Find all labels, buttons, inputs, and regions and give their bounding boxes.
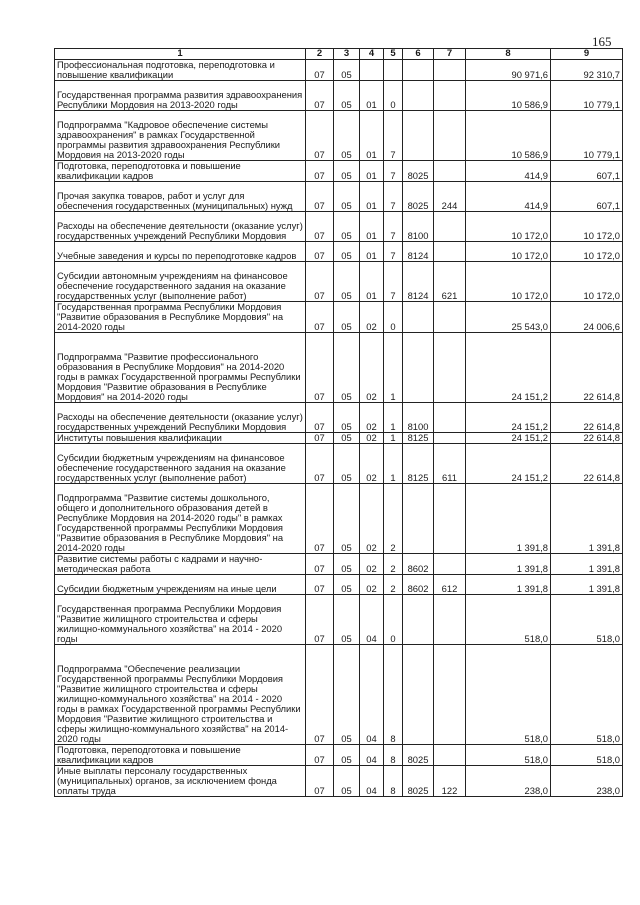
cell-col9: 518,0 [551, 595, 623, 645]
cell-col4 [360, 60, 384, 81]
header-cell: 6 [403, 49, 434, 60]
cell-col5: 2 [384, 575, 403, 595]
cell-col7 [434, 302, 466, 333]
cell-col4: 04 [360, 766, 384, 797]
cell-col9: 10 779,1 [551, 111, 623, 161]
header-cell: 9 [551, 49, 623, 60]
cell-col5: 7 [384, 242, 403, 262]
cell-col4: 02 [360, 554, 384, 575]
cell-col8: 24 151,2 [466, 403, 551, 433]
row-name: Прочая закупка товаров, работ и услуг для обеспечения государственных (муниципальных) нужд [55, 182, 306, 212]
cell-col8: 10 172,0 [466, 262, 551, 302]
cell-col9: 238,0 [551, 766, 623, 797]
cell-col7: 122 [434, 766, 466, 797]
cell-col5: 8 [384, 745, 403, 766]
cell-col5: 7 [384, 111, 403, 161]
table-row [55, 60, 623, 81]
cell-col8: 1 391,8 [466, 554, 551, 575]
cell-col3: 05 [334, 161, 360, 182]
cell-col9: 10 172,0 [551, 262, 623, 302]
cell-col9: 10 779,1 [551, 81, 623, 111]
cell-col7 [434, 745, 466, 766]
header-row [55, 49, 623, 60]
cell-col3: 05 [334, 444, 360, 484]
cell-col6 [403, 111, 434, 161]
cell-col3: 05 [334, 433, 360, 444]
table-row [55, 575, 623, 595]
cell-col6: 8125 [403, 444, 434, 484]
row-name: Подготовка, переподготовка и повышение квалификации кадров [55, 745, 306, 766]
cell-col5: 0 [384, 595, 403, 645]
row-name: Государственная программа развития здравоохранения Республики Мордовия на 2013-2020 годы [55, 81, 306, 111]
cell-col3: 05 [334, 212, 360, 242]
cell-col7 [434, 645, 466, 745]
cell-col5: 7 [384, 212, 403, 242]
cell-col3: 05 [334, 484, 360, 554]
cell-col2: 07 [306, 333, 334, 403]
row-name: Институты повышения квалификации [55, 433, 306, 444]
cell-col7: 611 [434, 444, 466, 484]
cell-col9: 24 006,6 [551, 302, 623, 333]
cell-col2: 07 [306, 484, 334, 554]
cell-col9: 22 614,8 [551, 433, 623, 444]
cell-col2: 07 [306, 745, 334, 766]
header-cell: 8 [466, 49, 551, 60]
row-name: Подготовка, переподготовка и повышение квалификации кадров [55, 161, 306, 182]
table-row [55, 81, 623, 111]
cell-col5: 7 [384, 182, 403, 212]
page-number: 165 [592, 34, 612, 49]
cell-col2: 07 [306, 212, 334, 242]
cell-col4: 02 [360, 302, 384, 333]
cell-col8: 24 151,2 [466, 444, 551, 484]
cell-col4: 04 [360, 595, 384, 645]
cell-col7 [434, 554, 466, 575]
cell-col7 [434, 333, 466, 403]
cell-col5: 8 [384, 645, 403, 745]
cell-col8: 414,9 [466, 182, 551, 212]
cell-col5: 8 [384, 766, 403, 797]
cell-col8: 414,9 [466, 161, 551, 182]
cell-col8: 518,0 [466, 745, 551, 766]
cell-col4: 01 [360, 111, 384, 161]
cell-col7 [434, 433, 466, 444]
table-row [55, 262, 623, 302]
row-name: Профессиональная подготовка, переподготовка и повышение квалификации [55, 60, 306, 81]
cell-col9: 1 391,8 [551, 575, 623, 595]
cell-col6: 8025 [403, 745, 434, 766]
cell-col6 [403, 60, 434, 81]
row-name: Подпрограмма "Кадровое обеспечение системы здравоохранения" в рамках Государственной программы развития здравоохранения Республики Мордовия на 2013-2020 годы [55, 111, 306, 161]
cell-col4: 01 [360, 81, 384, 111]
cell-col2: 07 [306, 81, 334, 111]
row-name: Расходы на обеспечение деятельности (оказание услуг) государственных учреждений Республики Мордовия [55, 212, 306, 242]
table-row [55, 111, 623, 161]
header-cell: 4 [360, 49, 384, 60]
cell-col5 [384, 60, 403, 81]
cell-col8: 1 391,8 [466, 484, 551, 554]
cell-col5: 0 [384, 81, 403, 111]
cell-col5: 1 [384, 444, 403, 484]
cell-col8: 238,0 [466, 766, 551, 797]
cell-col3: 05 [334, 745, 360, 766]
cell-col9: 607,1 [551, 182, 623, 212]
cell-col3: 05 [334, 333, 360, 403]
cell-col2: 07 [306, 403, 334, 433]
cell-col8: 10 172,0 [466, 212, 551, 242]
cell-col3: 05 [334, 81, 360, 111]
row-name: Государственная программа Республики Мордовия "Развитие образования в Республике Мордовия" на 2014-2020 годы [55, 302, 306, 333]
row-name: Подпрограмма "Развитие системы дошкольного, общего и дополнительного образования детей в Республике Мордовия на 2014-2020 годы" в рамках Государственной программы Республики Мордовия "Развитие образования в Республике Мордовия" на 2014-2020 годы [55, 484, 306, 554]
cell-col5: 1 [384, 333, 403, 403]
header-cell: 5 [384, 49, 403, 60]
cell-col6: 8100 [403, 403, 434, 433]
row-name: Подпрограмма "Развитие профессионального образования в Республике Мордовия" на 2014-2020 годы в рамках Государственной программы Республики Мордовия "Развитие образования в Республике Мордовия" на 2014-2020 годы [55, 333, 306, 403]
cell-col7 [434, 212, 466, 242]
cell-col4: 02 [360, 403, 384, 433]
cell-col9: 92 310,7 [551, 60, 623, 81]
cell-col2: 07 [306, 242, 334, 262]
cell-col5: 1 [384, 433, 403, 444]
cell-col2: 07 [306, 575, 334, 595]
table-row [55, 645, 623, 745]
cell-col2: 07 [306, 182, 334, 212]
cell-col3: 05 [334, 766, 360, 797]
cell-col5: 1 [384, 403, 403, 433]
cell-col3: 05 [334, 111, 360, 161]
cell-col2: 07 [306, 645, 334, 745]
cell-col7 [434, 111, 466, 161]
cell-col2: 07 [306, 302, 334, 333]
cell-col5: 7 [384, 262, 403, 302]
row-name: Учебные заведения и курсы по переподготовке кадров [55, 242, 306, 262]
cell-col3: 05 [334, 403, 360, 433]
cell-col4: 04 [360, 745, 384, 766]
row-name: Субсидии автономным учреждениям на финансовое обеспечение государственного задания на оказание государственных услуг (выполнение работ) [55, 262, 306, 302]
cell-col9: 1 391,8 [551, 484, 623, 554]
table-row [55, 433, 623, 444]
cell-col7 [434, 81, 466, 111]
cell-col8: 10 172,0 [466, 242, 551, 262]
cell-col6 [403, 645, 434, 745]
cell-col7 [434, 161, 466, 182]
cell-col3: 05 [334, 575, 360, 595]
cell-col6 [403, 302, 434, 333]
cell-col7: 612 [434, 575, 466, 595]
cell-col2: 07 [306, 433, 334, 444]
cell-col8: 24 151,2 [466, 433, 551, 444]
cell-col8: 1 391,8 [466, 575, 551, 595]
cell-col6: 8602 [403, 554, 434, 575]
cell-col6: 8025 [403, 161, 434, 182]
cell-col7 [434, 403, 466, 433]
header-cell: 7 [434, 49, 466, 60]
cell-col8: 10 586,9 [466, 111, 551, 161]
cell-col7 [434, 484, 466, 554]
table-row [55, 333, 623, 403]
cell-col3: 05 [334, 60, 360, 81]
cell-col5: 2 [384, 554, 403, 575]
cell-col3: 05 [334, 554, 360, 575]
row-name: Развитие системы работы с кадрами и научно-методическая работа [55, 554, 306, 575]
cell-col2: 07 [306, 111, 334, 161]
cell-col8: 24 151,2 [466, 333, 551, 403]
cell-col8: 25 543,0 [466, 302, 551, 333]
cell-col8: 518,0 [466, 645, 551, 745]
table-row [55, 766, 623, 797]
cell-col8: 90 971,6 [466, 60, 551, 81]
row-name: Иные выплаты персоналу государственных (муниципальных) органов, за исключением фонда оплаты труда [55, 766, 306, 797]
cell-col4: 02 [360, 433, 384, 444]
cell-col7: 621 [434, 262, 466, 302]
cell-col4: 01 [360, 262, 384, 302]
table-row [55, 554, 623, 575]
cell-col9: 10 172,0 [551, 242, 623, 262]
cell-col2: 07 [306, 60, 334, 81]
cell-col3: 05 [334, 182, 360, 212]
cell-col6: 8124 [403, 262, 434, 302]
cell-col4: 02 [360, 444, 384, 484]
cell-col4: 02 [360, 575, 384, 595]
cell-col2: 07 [306, 595, 334, 645]
table-row [55, 212, 623, 242]
cell-col6 [403, 333, 434, 403]
row-name: Субсидии бюджетным учреждениям на иные цели [55, 575, 306, 595]
cell-col4: 01 [360, 161, 384, 182]
cell-col6: 8124 [403, 242, 434, 262]
table-row [55, 484, 623, 554]
cell-col9: 1 391,8 [551, 554, 623, 575]
table-row [55, 161, 623, 182]
cell-col2: 07 [306, 262, 334, 302]
cell-col3: 05 [334, 242, 360, 262]
cell-col6: 8125 [403, 433, 434, 444]
cell-col6 [403, 81, 434, 111]
cell-col2: 07 [306, 554, 334, 575]
cell-col4: 02 [360, 333, 384, 403]
table-row [55, 302, 623, 333]
cell-col9: 10 172,0 [551, 212, 623, 242]
cell-col5: 2 [384, 484, 403, 554]
cell-col8: 518,0 [466, 595, 551, 645]
table-row [55, 444, 623, 484]
cell-col5: 0 [384, 302, 403, 333]
row-name: Подпрограмма "Обеспечение реализации Государственной программы Республики Мордовия "Развитие жилищного строительства и сферы жилищно-коммунального хозяйства" на 2014 - 2020 годы в рамках Государственной программы Республики Мордовия "Развитие жилищного строительства и сферы жилищно-коммунального хозяйства" на 2014-2020 годы [55, 645, 306, 745]
cell-col6: 8100 [403, 212, 434, 242]
cell-col4: 01 [360, 182, 384, 212]
cell-col8: 10 586,9 [466, 81, 551, 111]
table-row [55, 182, 623, 212]
cell-col2: 07 [306, 444, 334, 484]
cell-col6: 8025 [403, 766, 434, 797]
cell-col4: 01 [360, 242, 384, 262]
cell-col7 [434, 242, 466, 262]
row-name: Субсидии бюджетным учреждениям на финансовое обеспечение государственного задания на оказание государственных услуг (выполнение работ) [55, 444, 306, 484]
cell-col4: 01 [360, 212, 384, 242]
cell-col7: 244 [434, 182, 466, 212]
header-cell: 1 [55, 49, 306, 60]
cell-col9: 22 614,8 [551, 444, 623, 484]
table-row [55, 242, 623, 262]
cell-col4: 02 [360, 484, 384, 554]
cell-col2: 07 [306, 766, 334, 797]
cell-col7 [434, 595, 466, 645]
table-row [55, 745, 623, 766]
table-row [55, 403, 623, 433]
cell-col6: 8602 [403, 575, 434, 595]
cell-col3: 05 [334, 595, 360, 645]
cell-col3: 05 [334, 262, 360, 302]
cell-col3: 05 [334, 645, 360, 745]
header-cell: 2 [306, 49, 334, 60]
cell-col6 [403, 595, 434, 645]
cell-col9: 607,1 [551, 161, 623, 182]
row-name: Государственная программа Республики Мордовия "Развитие жилищного строительства и сферы жилищно-коммунального хозяйства" на 2014 - 2020 годы [55, 595, 306, 645]
cell-col4: 04 [360, 645, 384, 745]
cell-col9: 22 614,8 [551, 333, 623, 403]
cell-col6: 8025 [403, 182, 434, 212]
header-cell: 3 [334, 49, 360, 60]
budget-table [54, 48, 623, 797]
cell-col9: 518,0 [551, 745, 623, 766]
cell-col6 [403, 484, 434, 554]
cell-col3: 05 [334, 302, 360, 333]
table-row [55, 595, 623, 645]
cell-col5: 7 [384, 161, 403, 182]
cell-col7 [434, 60, 466, 81]
row-name: Расходы на обеспечение деятельности (оказание услуг) государственных учреждений Республики Мордовия [55, 403, 306, 433]
cell-col9: 22 614,8 [551, 403, 623, 433]
cell-col9: 518,0 [551, 645, 623, 745]
cell-col2: 07 [306, 161, 334, 182]
